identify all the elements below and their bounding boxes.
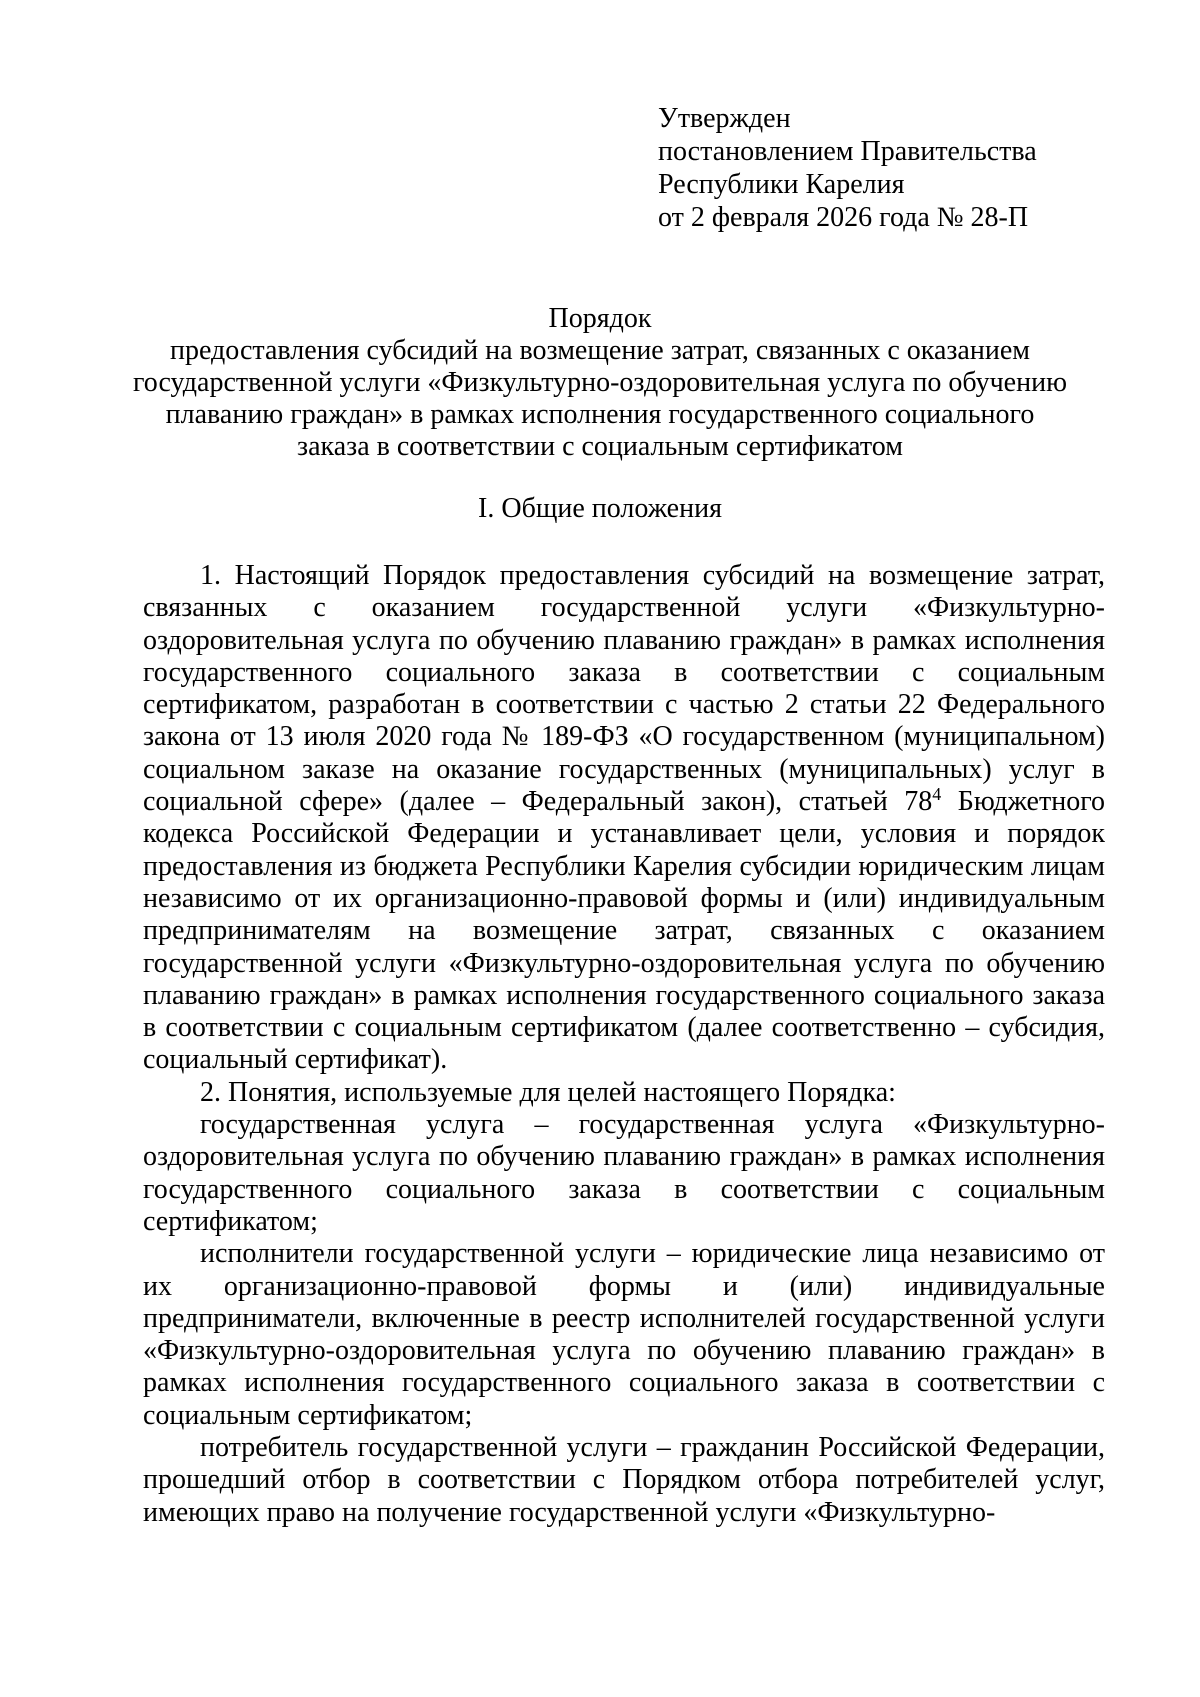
document-title <box>100 303 1100 463</box>
approval-line: Республики Карелия <box>658 169 905 200</box>
title-line: заказа в соответствии с социальным сертификатом <box>297 431 903 462</box>
section-heading: I. Общие положения <box>478 493 722 524</box>
title-line: государственной услуги «Физкультурно-оздоровительная услуга по обучению <box>133 367 1067 398</box>
title-line: плаванию граждан» в рамках исполнения государственного социального <box>165 399 1035 430</box>
document-body <box>143 560 1105 1529</box>
approval-line: Утвержден <box>658 103 791 134</box>
approval-line: от 2 февраля 2026 года № 28-П <box>658 202 1029 233</box>
approval-line: постановлением Правительства <box>658 136 1037 167</box>
definition-service-consumer: потребитель государственной услуги – гражданин Российской Федерации, прошедший отбор в соответствии с Порядком отбора потребителей услуг, имеющих право на получение государственной услуги «Физкультурно- <box>143 1432 1105 1528</box>
approval-stamp <box>658 102 1138 234</box>
paragraph-1 <box>143 560 1105 1077</box>
paragraph-1-text-end: Бюджетного кодекса Российской Федерации и устанавливает цели, условия и порядок предоставления из бюджета Республики Карелия субсидии юридическим лицам независимо от их организационно-правовой формы и (или) индивидуальным предпринимателям на возмещение затрат, связанных с оказанием государственной услуги «Физкультурно-оздоровительная услуга по обучению плаванию граждан» в рамках исполнения государственного социального заказа в соответствии с социальным сертификатом (далее соответственно – субсидия, социальный сертификат). <box>143 786 1105 1076</box>
article-superscript: 4 <box>932 784 942 805</box>
definition-state-service: государственная услуга – государственная услуга «Физкультурно-оздоровительная услуга по обучению плаванию граждан» в рамках исполнения государственного социального заказа в соответствии с социальным сертификатом; <box>143 1109 1105 1237</box>
definition-service-providers: исполнители государственной услуги – юридические лица независимо от их организационно-правовой формы и (или) индивидуальные предприниматели, включенные в реестр исполнителей государственной услуги «Физкультурно-оздоровительная услуга по обучению плаванию граждан» в рамках исполнения государственного социального заказа в соответствии с социальным сертификатом; <box>143 1238 1105 1431</box>
title-line: предоставления субсидий на возмещение затрат, связанных с оказанием <box>170 335 1030 366</box>
paragraph-2: 2. Понятия, используемые для целей настоящего Порядка: <box>200 1076 896 1108</box>
title-heading: Порядок <box>548 303 652 334</box>
paragraph-1-text-start: 1. Настоящий Порядок предоставления субсидий на возмещение затрат, связанных с оказанием государственной услуги «Физкультурно-оздоровительная услуга по обучению плаванию граждан» в рамках исполнения государственного социального заказа в соответствии с социальным сертификатом, разработан в соответствии с частью 2 статьи 22 Федерального закона от 13 июля 2020 года № 189-ФЗ «О государственном (муниципальном) социальном заказе на оказание государственных (муниципальных) услуг в социальной сфере» (далее – Федеральный закон), статьей 78 <box>143 560 1105 818</box>
